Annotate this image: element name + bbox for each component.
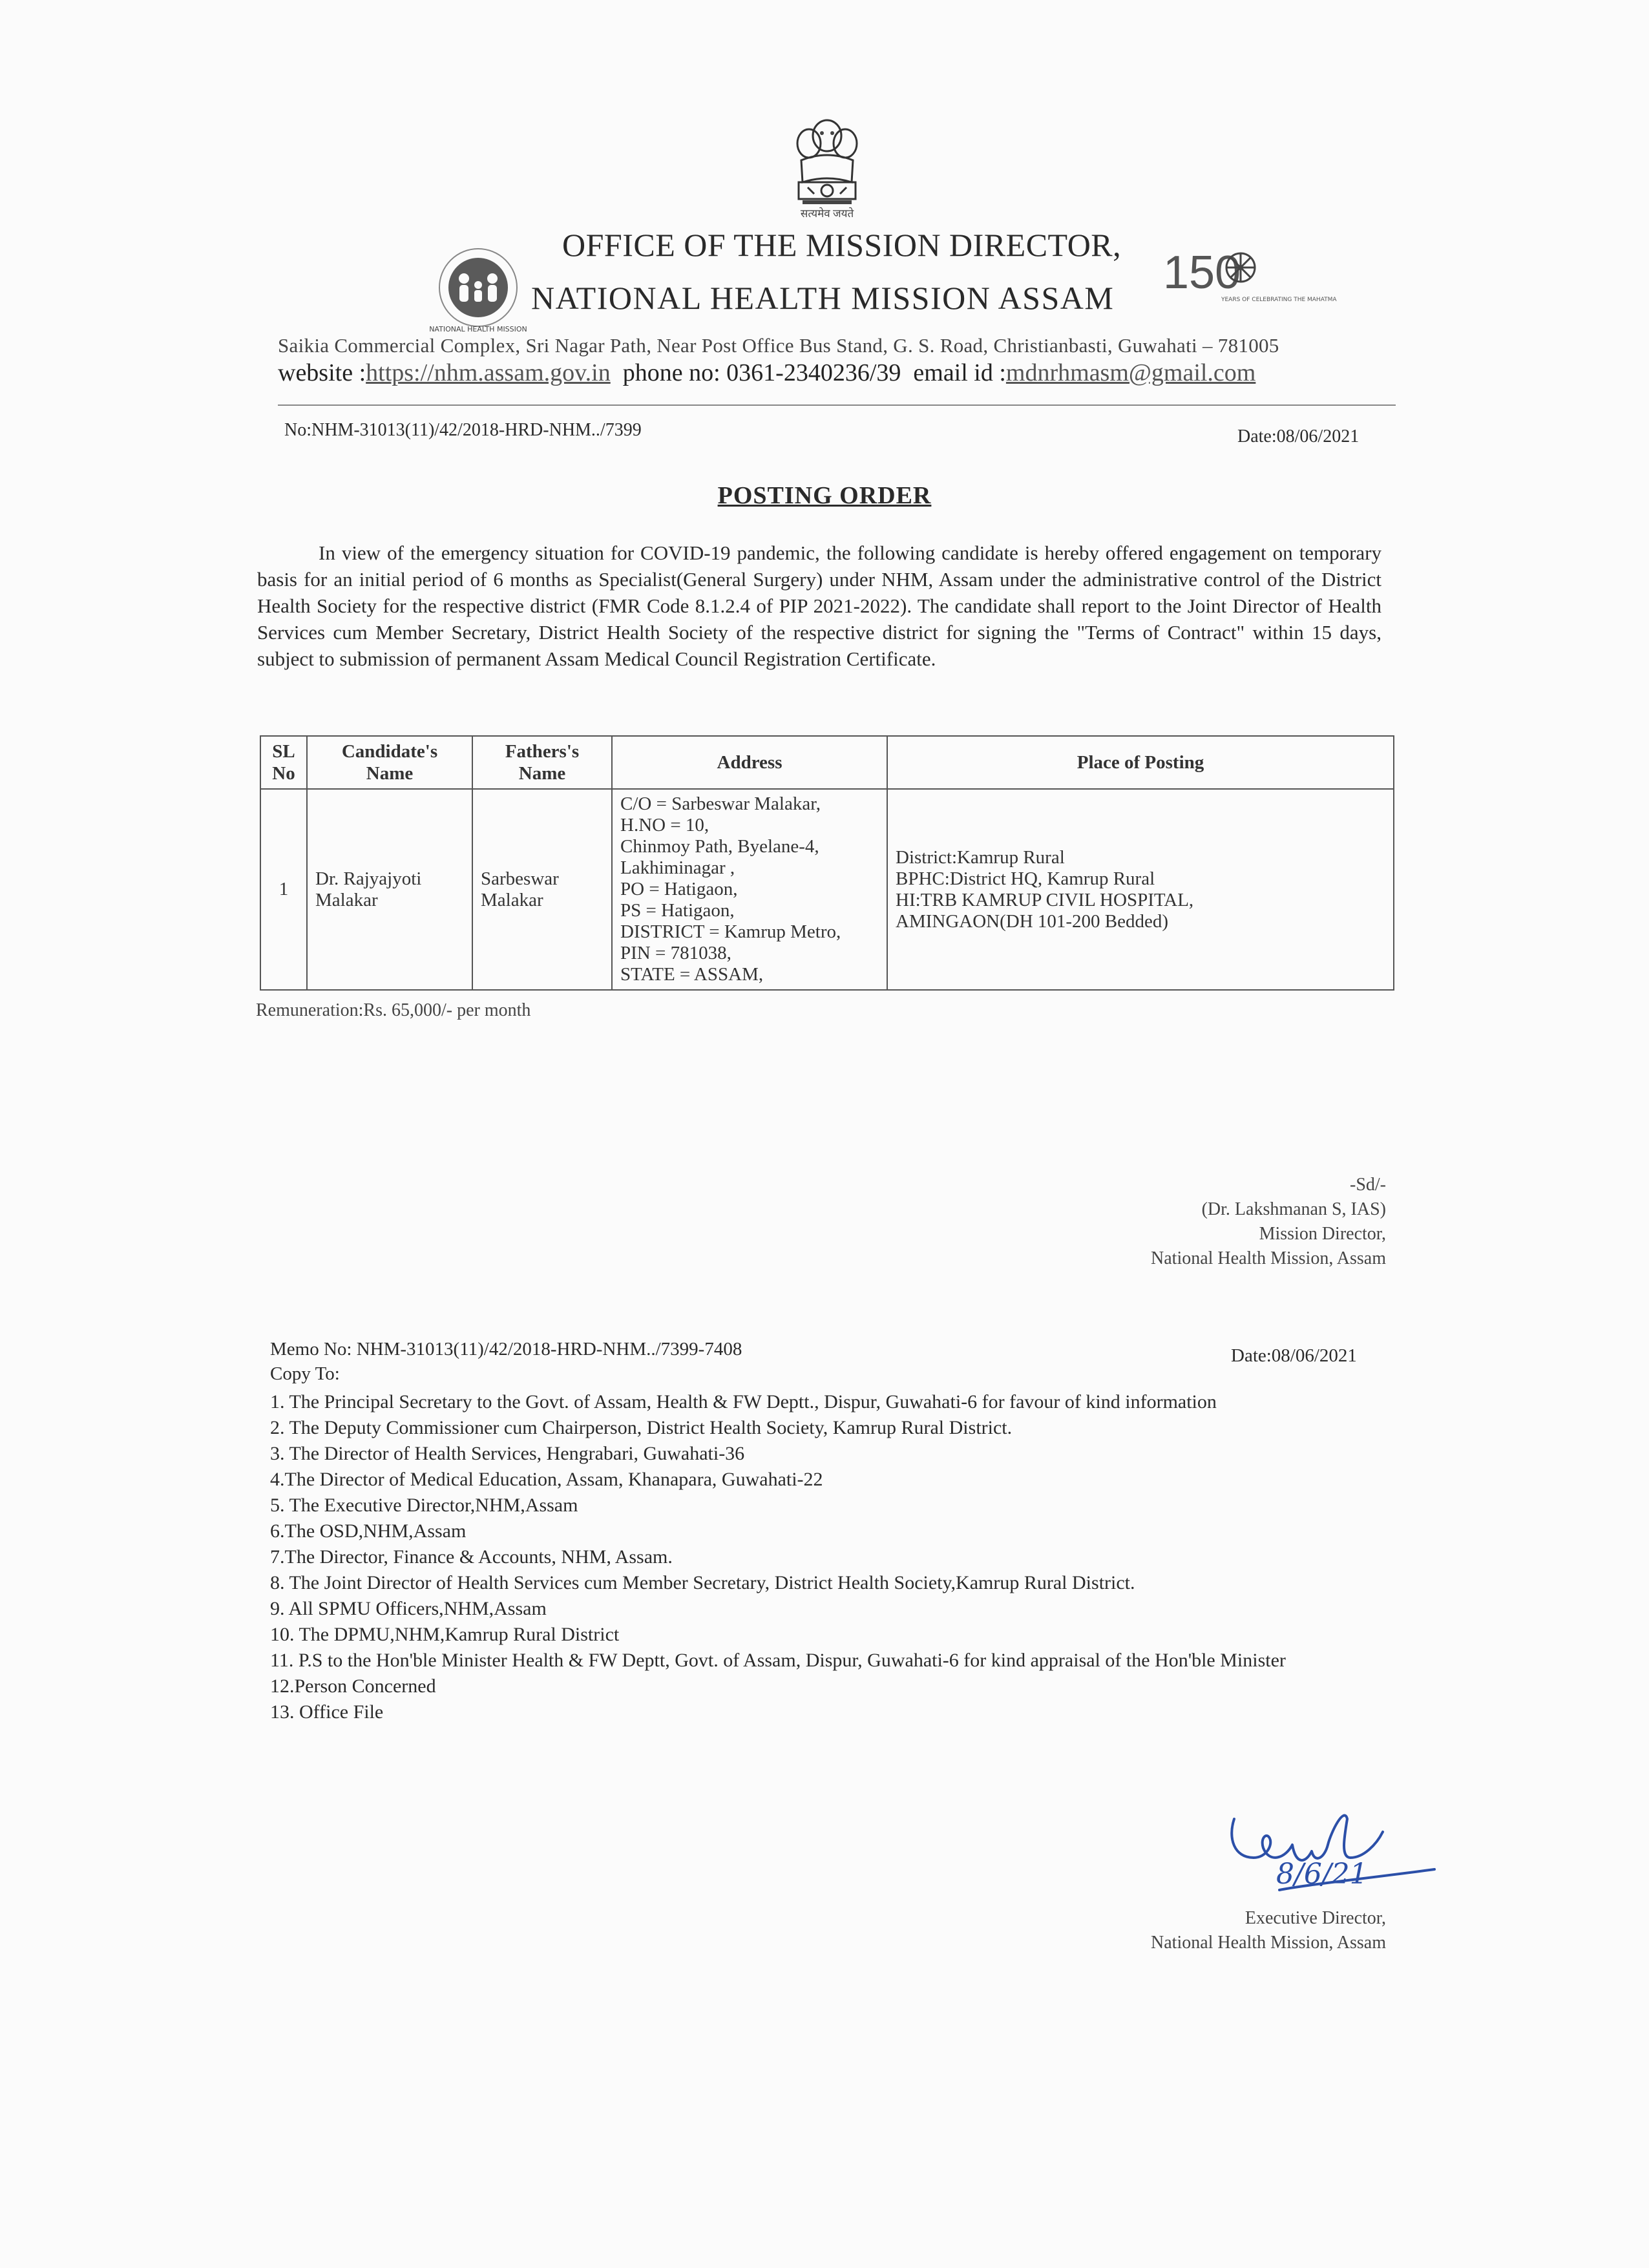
header-father: Fathers's Name (472, 736, 612, 789)
copy-to-label: Copy To: (270, 1363, 340, 1384)
remuneration-text: Remuneration:Rs. 65,000/- per month (256, 1000, 531, 1020)
signatory-org: National Health Mission, Assam (1151, 1248, 1386, 1268)
list-item: 6.The OSD,NHM,Assam (270, 1520, 467, 1542)
gandhi-150-logo-icon (1157, 238, 1337, 325)
list-item: 9. All SPMU Officers,NHM,Assam (270, 1598, 547, 1619)
cell-sl: 1 (260, 789, 307, 990)
header-candidate: Candidate's Name (307, 736, 472, 789)
header-address: Address (612, 736, 887, 789)
phone-label: phone no: (622, 359, 727, 386)
list-item: 8. The Joint Director of Health Services cum Member Secretary, District Health Society,Kamrup Rural District. (270, 1572, 1135, 1593)
nhm-logo-icon (426, 236, 530, 336)
email-label: email id : (913, 359, 1006, 386)
cell-address: C/O = Sarbeswar Malakar, H.NO = 10, Chinmoy Path, Byelane-4, Lakhiminagar , PO = Hatigaon, PS = Hatigaon, DISTRICT = Kamrup Metro, PIN = 781038, STATE = ASSAM, (612, 789, 887, 990)
posting-table (260, 735, 1394, 991)
gandhi-logo-caption: YEARS OF CELEBRATING THE MAHATMA (1221, 297, 1337, 303)
list-item: 13. Office File (270, 1701, 384, 1723)
memo-date: Date:08/06/2021 (1231, 1345, 1357, 1366)
cell-posting: District:Kamrup Rural BPHC:District HQ, Kamrup Rural HI:TRB KAMRUP CIVIL HOSPITAL, AMINGAON(DH 101-200 Bedded) (887, 789, 1394, 990)
sd-mark: -Sd/- (1350, 1175, 1386, 1195)
website-label: website : (278, 359, 366, 386)
table-header-row (260, 736, 1394, 789)
gandhi-logo-number: 150 (1163, 247, 1241, 299)
list-item: 5. The Executive Director,NHM,Assam (270, 1495, 578, 1516)
website-link[interactable]: https://nhm.assam.gov.in (366, 359, 611, 386)
office-title-line2: NATIONAL HEALTH MISSION ASSAM (531, 280, 1115, 316)
mission-director-signature-block (1092, 1173, 1386, 1271)
header-sl: SL No (260, 736, 307, 789)
list-item: 1. The Principal Secretary to the Govt. of Assam, Health & FW Deptt., Dispur, Guwahati-6 for favour of kind information (270, 1391, 1217, 1412)
phone-value: 0361-2340236/39 (726, 359, 901, 386)
reference-date: Date:08/06/2021 (1237, 426, 1360, 446)
list-item: 12.Person Concerned (270, 1675, 436, 1697)
exec-org: National Health Mission, Assam (1151, 1933, 1386, 1953)
memo-number: Memo No: NHM-31013(11)/42/2018-HRD-NHM../7399-7408 (270, 1339, 742, 1360)
copy-to-list (270, 1389, 1376, 1725)
list-item: 10. The DPMU,NHM,Kamrup Rural District (270, 1624, 620, 1645)
table-row (260, 789, 1394, 990)
handwritten-signature (1215, 1793, 1447, 1922)
order-paragraph (257, 540, 1381, 672)
order-paragraph-text: In view of the emergency situation for COVID-19 pandemic, the following candidate is hereby offered engagement on temporary basis for an initial period of 6 months as Specialist(General Surgery) under NHM, Assam under the administrative control of the District Health Society for the respective district (FMR Code 8.1.2.4 of PIP 2021-2022). The candidate shall report to the Joint Director of Health Services cum Member Secretary, District Health Society of the respective district for signing the "Terms of Contract" within 15 days, subject to submission of permanent Assam Medical Council Registration Certificate. (257, 541, 1381, 670)
signature-date: 8/6/21 (1276, 1858, 1368, 1891)
exec-designation: Executive Director, (1245, 1908, 1386, 1928)
list-item: 7.The Director, Finance & Accounts, NHM, Assam. (270, 1546, 673, 1568)
cell-father: Sarbeswar Malakar (472, 789, 612, 990)
list-item: 11. P.S to the Hon'ble Minister Health & FW Deptt, Govt. of Assam, Dispur, Guwahati-6 for kind appraisal of the Hon'ble Minister (270, 1650, 1286, 1671)
executive-director-signature-block (1034, 1906, 1386, 1955)
reference-number: No:NHM-31013(11)/42/2018-HRD-NHM../7399 (284, 420, 642, 440)
nhm-logo-text: NATIONAL HEALTH MISSION (429, 325, 527, 333)
contact-line (278, 359, 1255, 387)
email-link[interactable]: mdnrhmasm@gmail.com (1005, 359, 1256, 386)
office-title-line1: OFFICE OF THE MISSION DIRECTOR, (562, 227, 1122, 263)
list-item: 4.The Director of Medical Education, Assam, Khanapara, Guwahati-22 (270, 1469, 823, 1490)
document-title: POSTING ORDER (717, 482, 932, 509)
cell-candidate: Dr. Rajyajyoti Malakar (307, 789, 472, 990)
list-item: 3. The Director of Health Services, Hengrabari, Guwahati-36 (270, 1443, 745, 1464)
signatory-designation: Mission Director, (1259, 1224, 1386, 1244)
emblem-caption: सत्यमेव जयते (800, 207, 854, 220)
list-item: 2. The Deputy Commissioner cum Chairperson, District Health Society, Kamrup Rural District. (270, 1417, 1013, 1438)
signatory-name: (Dr. Lakshmanan S, IAS) (1201, 1199, 1386, 1219)
office-address: Saikia Commercial Complex, Sri Nagar Path, Near Post Office Bus Stand, G. S. Road, Christianbasti, Guwahati – 781005 (278, 334, 1279, 357)
header-divider (278, 404, 1396, 406)
header-posting: Place of Posting (887, 736, 1394, 789)
